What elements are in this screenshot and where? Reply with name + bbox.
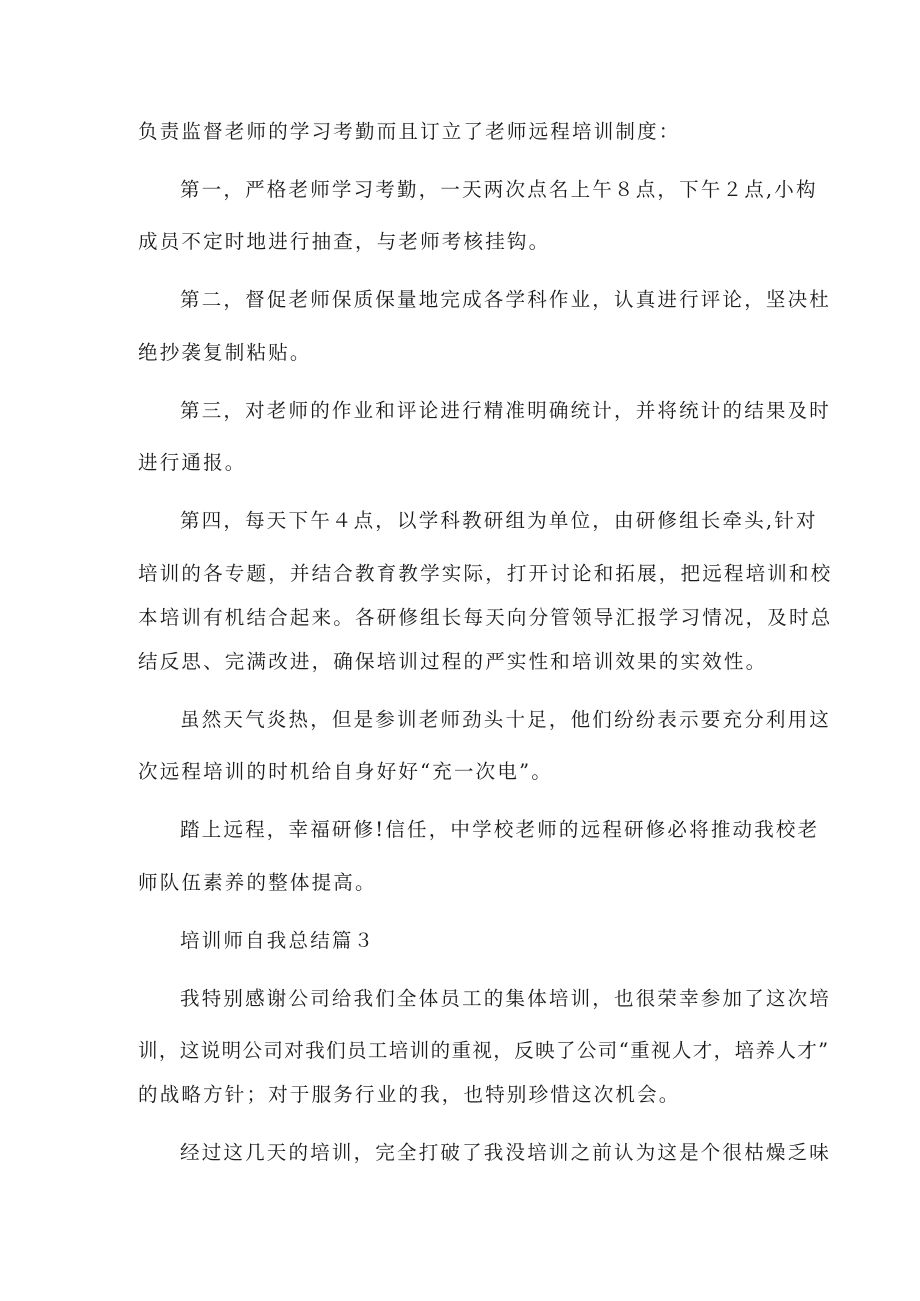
text-line: 进行通报。 xyxy=(138,451,247,474)
text-line: 我特别感谢公司给我们全体员工的集体培训，也很荣幸参加了这次培 xyxy=(180,987,832,1010)
text-line: 虽然天气炎热，但是参训老师劲头十足，他们纷纷表示要充分利用这 xyxy=(180,708,832,731)
text-line: 师队伍素养的整体提高。 xyxy=(138,871,377,894)
text-line: 经过这几天的培训，完全打破了我没培训之前认为这是个很枯燥乏味 xyxy=(180,1141,832,1164)
text-line: 的战略方针；对于服务行业的我，也特别珍惜这次机会。 xyxy=(138,1083,681,1106)
text-line: 第二，督促老师保质保量地完成各学科作业，认真进行评论，坚决杜 xyxy=(180,288,832,311)
text-line: 绝抄袭复制粘贴。 xyxy=(138,341,312,364)
text-line: 第四，每天下午４点，以学科教研组为单位，由研修组长牵头,针对 xyxy=(180,509,818,532)
section-heading: 培训师自我总结篇３ xyxy=(180,929,376,952)
text-line: 负责监督老师的学习考勤而且订立了老师远程培训制度： xyxy=(138,120,681,143)
text-line: 训，这说明公司对我们员工培训的重视，反映了公司“重视人才，培养人才” xyxy=(138,1039,830,1062)
text-line: 培训的各专题，并结合教育教学实际，打开讨论和拓展，把远程培训和校 xyxy=(138,562,833,585)
text-line: 结反思、完满改进，确保培训过程的严实性和培训效果的实效性。 xyxy=(138,650,768,673)
text-line: 第三，对老师的作业和评论进行精准明确统计，并将统计的结果及时 xyxy=(180,399,832,422)
text-line: 本培训有机结合起来。各研修组长每天向分管领导汇报学习情况，及时总 xyxy=(138,606,833,629)
text-line: 次远程培训的时机给自身好好“充一次电”。 xyxy=(138,760,553,783)
text-line: 第一，严格老师学习考勤，一天两次点名上午８点，下午２点,小构 xyxy=(180,178,818,201)
text-line: 成员不定时地进行抽查，与老师考核挂钩。 xyxy=(138,230,551,253)
text-line: 踏上远程，幸福研修!信任，中学校老师的远程研修必将推动我校老 xyxy=(180,818,820,841)
